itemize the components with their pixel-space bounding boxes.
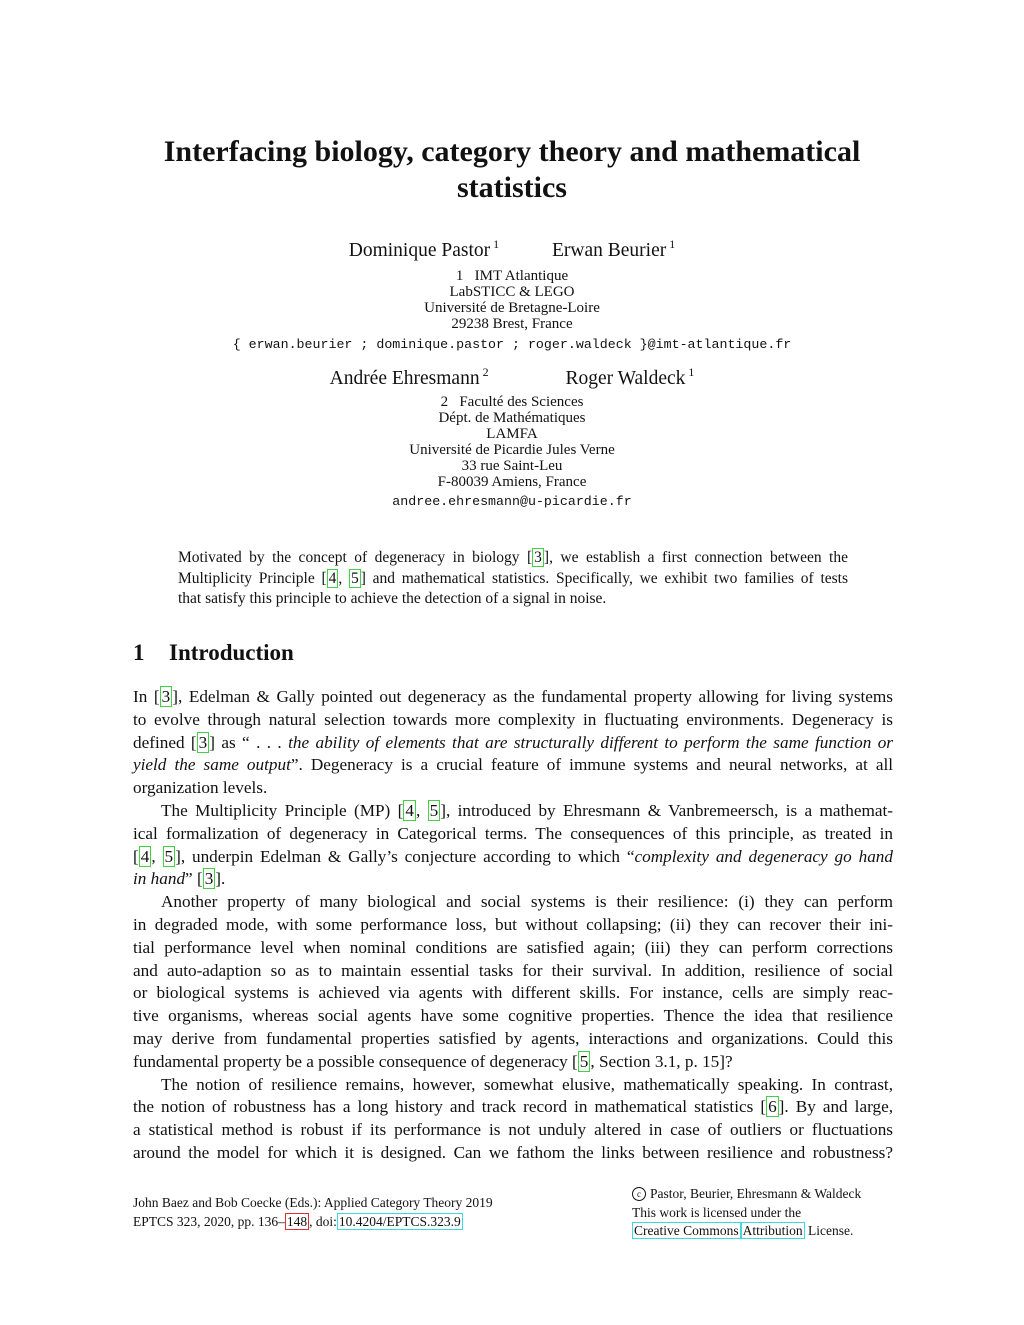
- text-line: a statistical method is robust if its performance is not unduly altered in case of outliers or fluctuations: [133, 1120, 893, 1140]
- text-line: The notion of resilience remains, however, somewhat elusive, mathematically speaking. In contrast,: [161, 1074, 893, 1094]
- paragraph: [133, 891, 893, 1073]
- text-line: and auto-adaption so as to maintain essential tasks for their survival. In addition, resilience of social: [133, 960, 893, 980]
- text-line: The Multiplicity Principle (MP) [ 4 , 5 ], introduced by Ehresmann & Vanbremeersch, is a mathemat-: [161, 800, 894, 820]
- text-line: organization levels.: [133, 778, 268, 798]
- paper-title: [112, 134, 912, 206]
- section-number: 1: [133, 640, 145, 665]
- citation-link[interactable]: 5: [579, 1051, 589, 1071]
- author-affiliation-mark: 1: [688, 365, 695, 379]
- paragraph: [133, 686, 893, 800]
- last-page-link[interactable]: 148: [286, 1213, 308, 1229]
- section-body: [133, 686, 893, 1165]
- citation-link[interactable]: 4: [328, 569, 337, 587]
- text-line: or biological systems is achieved via agents with different skills. For instance, cells are simply reac-: [133, 983, 893, 1003]
- affiliation-2-email: andree.ehresmann@u-picardie.fr: [392, 494, 632, 509]
- text-line: to evolve through natural selection towards more complexity in fluctuating environments. Degeneracy is: [133, 709, 893, 729]
- text-line: yield the same output”. Degeneracy is a crucial feature of immune systems and neural networks, at all: [133, 755, 893, 775]
- authors-group-1: [0, 237, 1024, 262]
- text-line: tive organisms, whereas social agents have some cognitive properties. Thence the idea that resilience: [133, 1006, 893, 1026]
- text-line: defined [ 3 ] as “ . . . the ability of elements that are structurally different to perform the same function or: [133, 732, 893, 752]
- paragraph: [133, 1074, 893, 1165]
- citation-link[interactable]: 3: [198, 732, 208, 752]
- affiliation-line: F-80039 Amiens, France: [437, 474, 587, 490]
- paragraph: [133, 800, 893, 891]
- license-links: Creative Commons Attribution License.: [634, 1223, 854, 1238]
- text-line: ical formalization of degeneracy in Categorical terms. The consequences of this principle, as treated in: [133, 823, 893, 843]
- text-line: Another property of many biological and social systems is their resilience: (i) they can perform: [161, 892, 893, 912]
- authors-group-2: [0, 365, 1024, 390]
- citation-link[interactable]: 5: [351, 569, 359, 587]
- affiliation-1: [0, 268, 1024, 332]
- doi-link[interactable]: 10.4204/EPTCS.323.9: [338, 1213, 461, 1229]
- title-line-1: Interfacing biology, category theory and mathematical: [163, 135, 861, 168]
- copyright-icon: c: [632, 1187, 646, 1201]
- citation-link[interactable]: 5: [164, 846, 174, 866]
- footer-license: [632, 1185, 861, 1241]
- title-line-2: statistics: [457, 171, 567, 204]
- affiliation-1-email: { erwan.beurier ; dominique.pastor ; roger.waldeck }@imt-atlantique.fr: [232, 337, 792, 352]
- abstract-line: Multiplicity Principle [ 4 , 5 ] and mathematical statistics. Specifically, we exhibit two families of tests: [178, 569, 848, 587]
- section-heading: [133, 640, 294, 666]
- abstract-line: that satisfy this principle to achieve the detection of a signal in noise.: [178, 590, 607, 607]
- affiliation-line: LabSTICC & LEGO: [449, 284, 575, 300]
- affiliation-line: LAMFA: [486, 426, 538, 442]
- copyright-line: c Pastor, Beurier, Ehresmann & Waldeck: [632, 1185, 861, 1204]
- footer-editors: John Baez and Bob Coecke (Eds.): Applied Category Theory 2019: [133, 1195, 493, 1210]
- author: [349, 237, 499, 262]
- footer-publication-info: [133, 1194, 493, 1231]
- citation-link[interactable]: 5: [429, 800, 439, 820]
- author-name: Andrée Ehresmann: [329, 368, 480, 389]
- text-line: around the model for which it is designed. Can we fathom the links between resilience and robustness?: [133, 1142, 893, 1162]
- affiliation-line: Dépt. de Mathématiques: [438, 410, 586, 426]
- author-name: Roger Waldeck: [565, 368, 686, 389]
- license-line: This work is licensed under the: [632, 1204, 802, 1220]
- text-line: in degraded mode, with some performance loss, but without collapsing; (ii) they can recover their ini-: [133, 914, 893, 934]
- affiliation-line: Université de Picardie Jules Verne: [409, 442, 615, 458]
- author: [552, 237, 675, 262]
- author-affiliation-mark: 2: [482, 365, 489, 379]
- affiliation-line: 33 rue Saint-Leu: [461, 458, 563, 474]
- text-line: In [ 3 ], Edelman & Gally pointed out degeneracy as the fundamental property allowing for living systems: [133, 687, 893, 706]
- attribution-link[interactable]: Attribution: [742, 1223, 803, 1238]
- citation-link[interactable]: 3: [204, 869, 214, 889]
- citation-link[interactable]: 6: [768, 1097, 777, 1117]
- footer-citation: EPTCS 323, 2020, pp. 136– 148 , doi: 10.4204/EPTCS.323.9: [133, 1213, 461, 1229]
- affiliation-line: Université de Bretagne-Loire: [424, 300, 600, 316]
- creative-commons-link[interactable]: Creative Commons: [634, 1223, 739, 1238]
- text-line: in hand” [ 3 ].: [133, 869, 226, 889]
- text-line: the notion of robustness has a long history and track record in mathematical statistics [ 6 ]. By and large,: [133, 1097, 894, 1117]
- text-line: [ 4 , 5 ], underpin Edelman & Gally’s conjecture according to which “complexity and degeneracy go hand: [133, 846, 893, 866]
- citation-link[interactable]: 3: [161, 687, 171, 706]
- author-affiliation-mark: 1: [493, 237, 500, 251]
- affiliation-line: 2 Faculté des Sciences: [440, 394, 584, 410]
- citation-link[interactable]: 4: [140, 846, 150, 866]
- citation-link[interactable]: 3: [534, 549, 542, 566]
- author: [330, 365, 489, 390]
- author-name: Dominique Pastor: [348, 240, 491, 261]
- abstract: [178, 548, 848, 610]
- affiliation-2: [0, 394, 1024, 490]
- author: [565, 365, 694, 390]
- text-line: tial performance level when nominal conditions are satisfied again; (iii) they can perform corrections: [133, 937, 893, 957]
- affiliation-line: 29238 Brest, France: [451, 316, 573, 332]
- author-name: Erwan Beurier: [552, 240, 667, 261]
- author-affiliation-mark: 1: [669, 237, 676, 251]
- abstract-line: Motivated by the concept of degeneracy in biology [ 3 ], we establish a first connection between the: [178, 549, 848, 566]
- citation-link[interactable]: 4: [405, 800, 414, 820]
- section-title: Introduction: [169, 640, 294, 665]
- affiliation-line: 1 IMT Atlantique: [455, 268, 569, 284]
- text-line: fundamental property be a possible consequence of degeneracy [ 5 , Section 3.1, p. 15]?: [133, 1051, 733, 1071]
- text-line: may derive from fundamental properties satisfied by agents, interactions and organizations. Could this: [133, 1028, 893, 1048]
